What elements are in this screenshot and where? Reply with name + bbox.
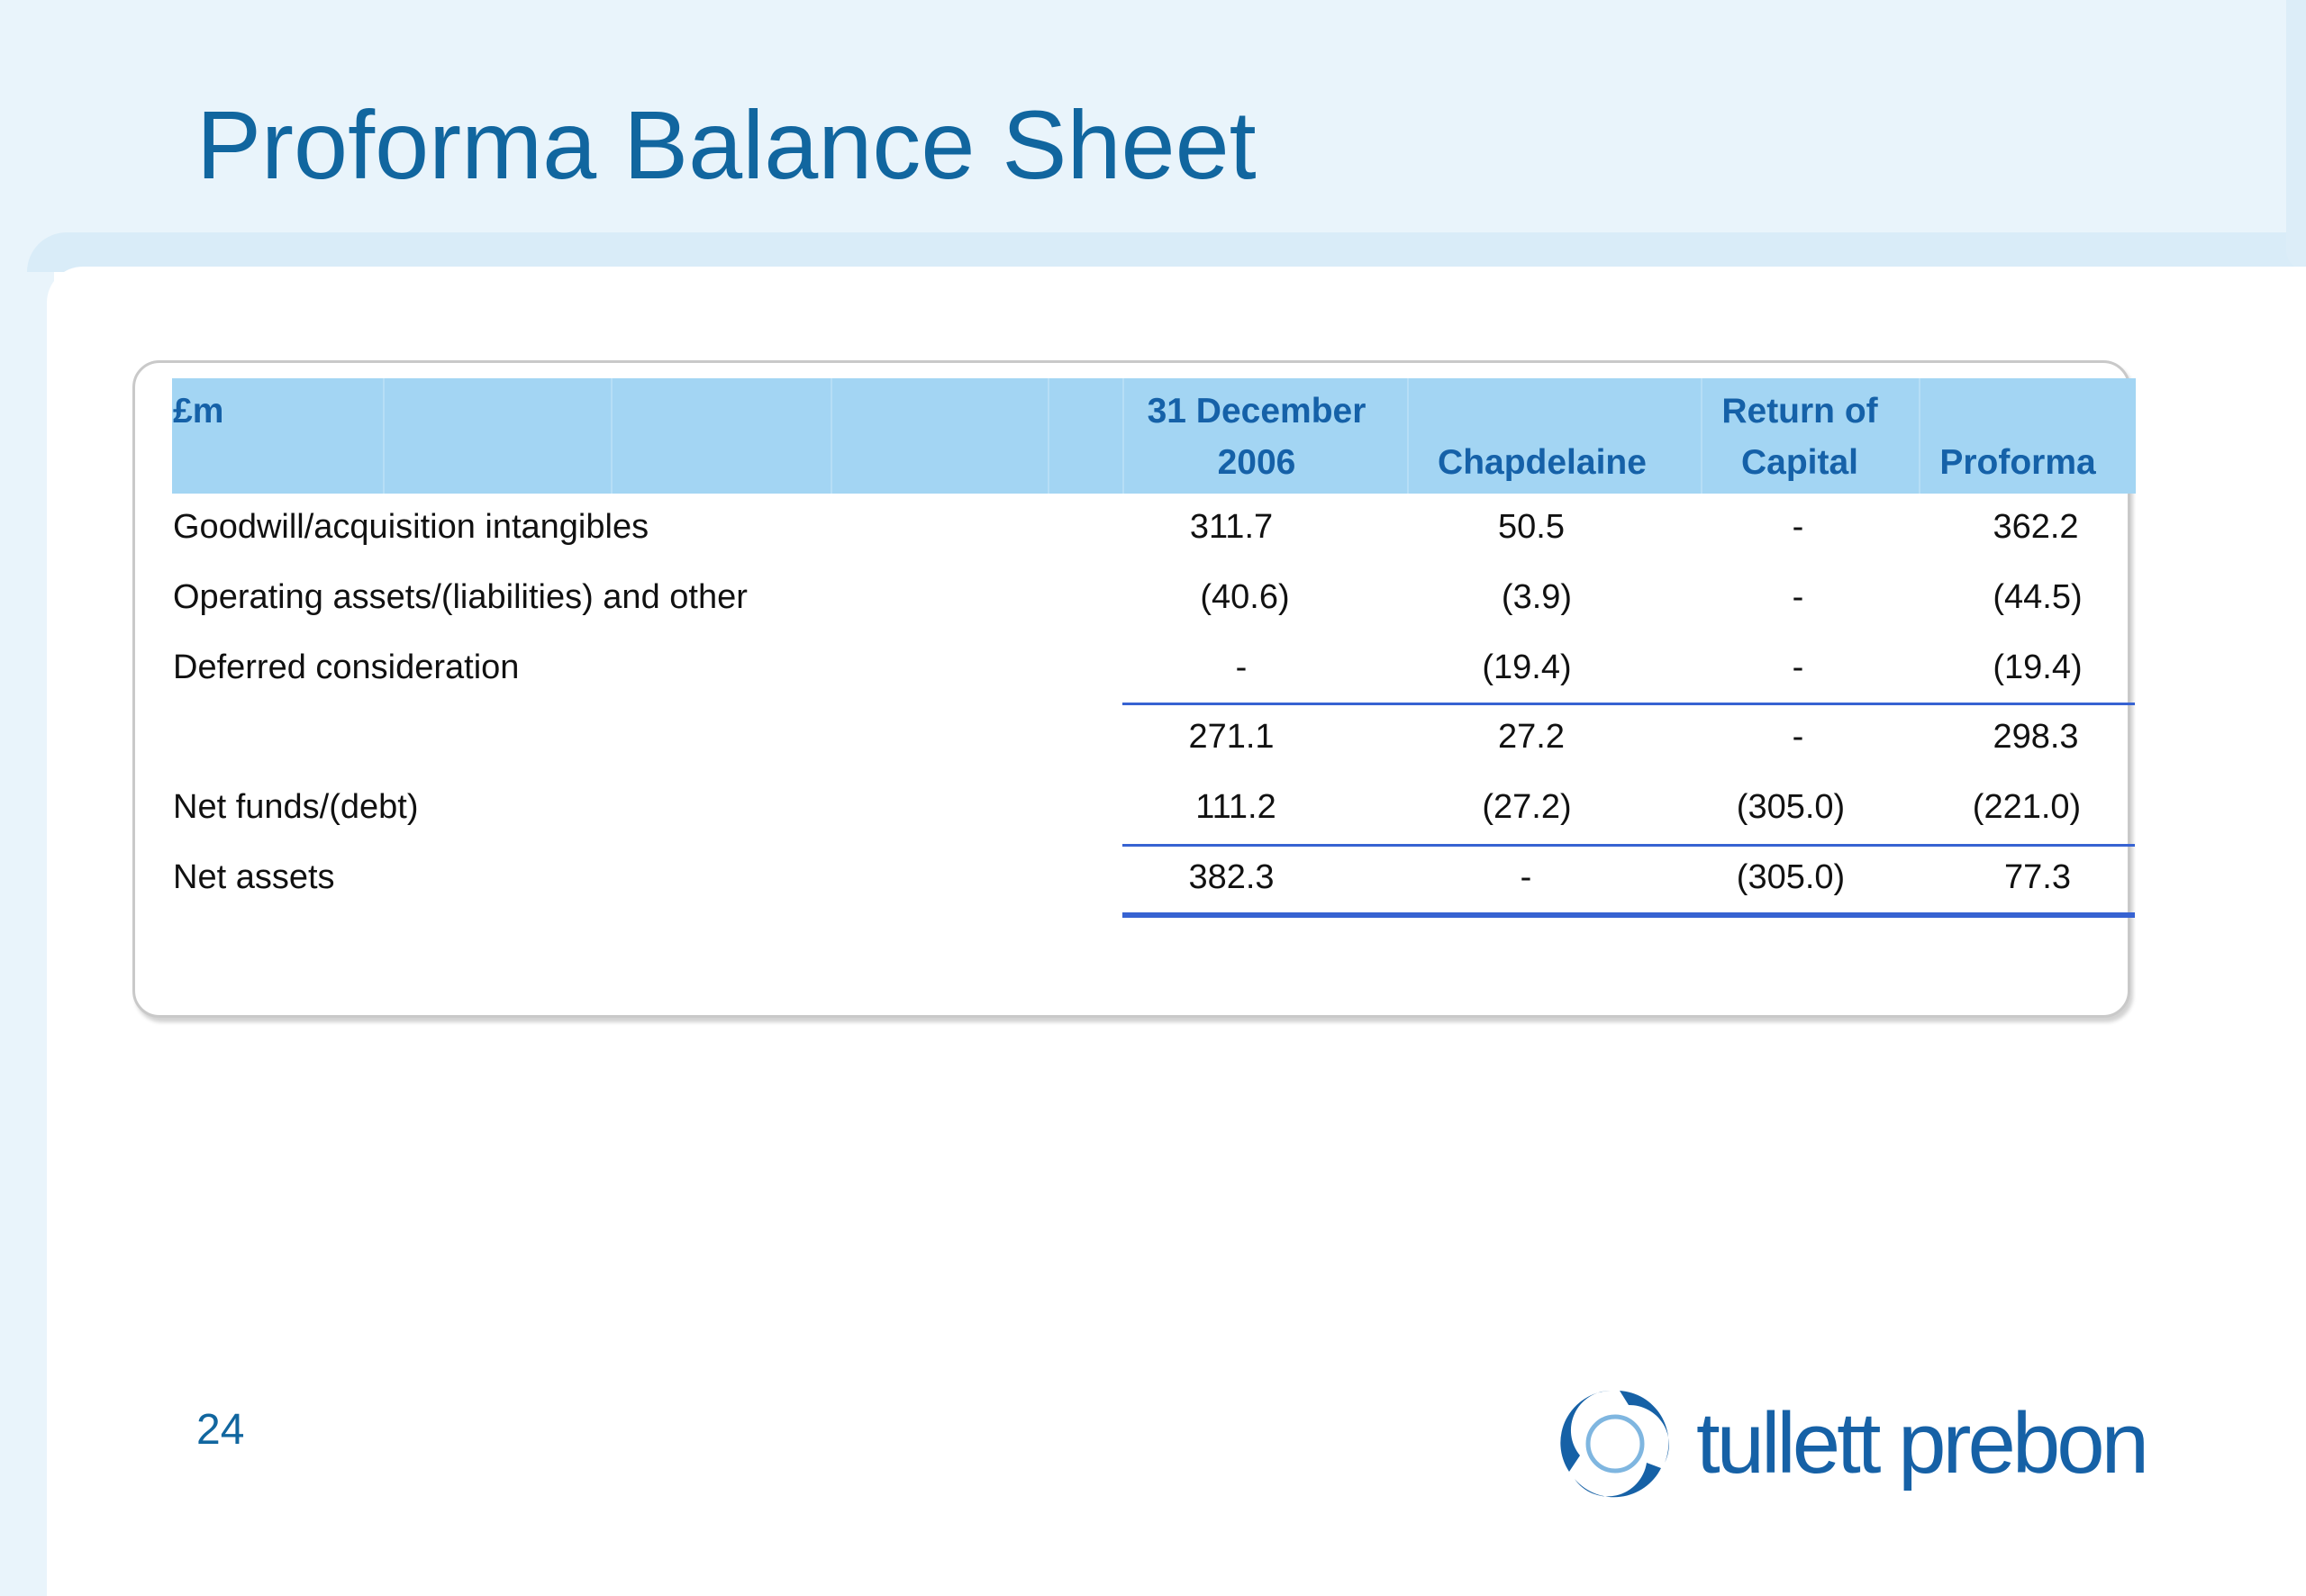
table-cell: - [1792,648,1804,686]
header-separator [611,378,613,494]
table-cell: (221.0) [1972,788,2082,826]
row-label-net-assets: Net assets [173,858,335,896]
page-number: 24 [196,1406,245,1454]
slide-header-edge [2286,0,2306,270]
column-header-chapdelaine: Chapdelaine [1438,443,1647,482]
tullett-prebon-logo [1557,1385,2187,1502]
table-cell: 77.3 [2004,858,2071,896]
tullett-prebon-swirl-icon [1557,1385,1674,1502]
table-cell: 50.5 [1498,508,1565,546]
unit-header: £m [173,392,224,431]
table-cell: (305.0) [1736,788,1846,826]
table-cell: (305.0) [1736,858,1846,896]
subtotal-rule [1122,703,2135,705]
table-cell: (3.9) [1501,578,1573,616]
table-cell: - [1792,718,1804,756]
table-cell: 271.1 [1188,718,1275,756]
total-rule [1122,844,2135,847]
table-cell: (19.4) [1482,648,1572,686]
total-double-rule [1122,912,2135,918]
column-header-line: 31 December [1147,392,1366,431]
column-header-line: Return of [1721,392,1878,431]
column-header-line: 2006 [1217,443,1296,482]
table-cell: (27.2) [1482,788,1572,826]
table-cell: - [1792,508,1804,546]
table-cell: (40.6) [1200,578,1290,616]
page-title: Proforma Balance Sheet [196,90,1257,199]
column-header-line: Capital [1740,443,1859,482]
brand-name: tullett prebon [1696,1395,2147,1492]
row-label-deferred-consideration: Deferred consideration [173,648,520,686]
row-label-net-funds: Net funds/(debt) [173,788,419,826]
table-cell: - [1520,858,1532,896]
row-label-operating-assets: Operating assets/(liabilities) and other [173,578,748,616]
column-header-31-december-2006 [1121,385,1392,488]
table-cell: 311.7 [1189,508,1274,546]
row-label-goodwill: Goodwill/acquisition intangibles [173,508,649,546]
table-cell: 362.2 [1993,508,2079,546]
table-cell: 111.2 [1195,788,1276,826]
table-cell: 382.3 [1188,858,1275,896]
table-cell: 298.3 [1993,718,2079,756]
column-header-proforma: Proforma [1939,443,2096,482]
header-separator [1048,378,1049,494]
table-cell: - [1235,648,1248,686]
table-cell: - [1792,578,1804,616]
header-separator [383,378,385,494]
table-cell: 27.2 [1498,718,1565,756]
table-cell: (19.4) [1993,648,2083,686]
table-cell: (44.5) [1993,578,2083,616]
header-separator [831,378,832,494]
